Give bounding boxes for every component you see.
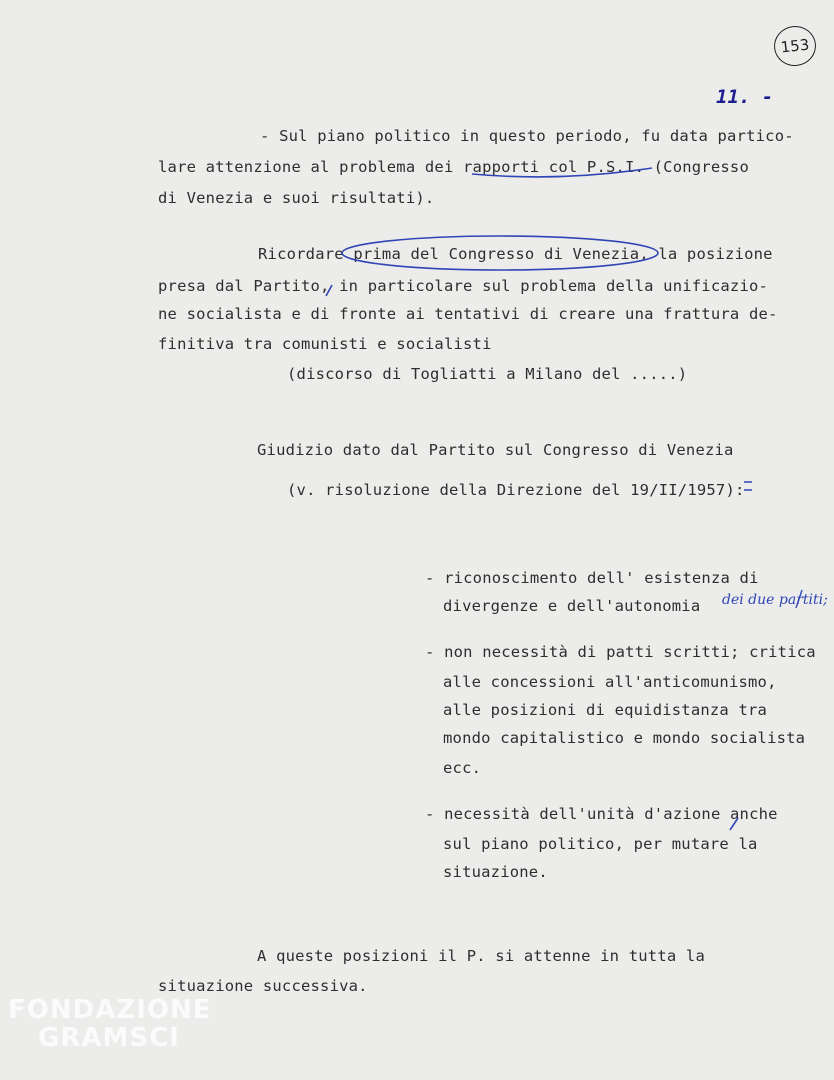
- text-line: finitiva tra comunisti e socialisti: [158, 335, 492, 353]
- stroke-mark: [796, 590, 802, 608]
- list-item-line: ecc.: [443, 759, 482, 777]
- text-line: A queste posizioni il P. si attenne in tutta la: [257, 947, 705, 965]
- text-line: lare attenzione al problema dei rapporti col P.S.I. (Congresso: [158, 158, 749, 176]
- text-line: Ricordare prima del Congresso di Venezia, la posizione: [258, 245, 773, 263]
- list-item-line: divergenze e dell'autonomia: [443, 597, 701, 615]
- list-item-line: - necessità dell'unità d'azione anche: [425, 805, 778, 823]
- text-line: situazione successiva.: [158, 977, 368, 995]
- underline-mark: [472, 168, 652, 177]
- text-line: (discorso di Togliatti a Milano del .....): [287, 365, 688, 383]
- list-item-line: sul piano politico, per mutare la: [443, 835, 758, 853]
- text-line: - Sul piano politico in questo periodo, fu data partico-: [260, 127, 794, 145]
- list-item-line: situazione.: [443, 863, 548, 881]
- text-line: (v. risoluzione della Direzione del 19/II/1957):: [287, 481, 745, 499]
- text-line: di Venezia e suoi risultati).: [158, 189, 435, 207]
- list-item-line: - non necessità di patti scritti; critica: [425, 643, 816, 661]
- list-item-line: alle concessioni all'anticomunismo,: [443, 673, 777, 691]
- colon-mark: [744, 482, 752, 490]
- comma-mark: [326, 285, 332, 296]
- handwritten-note: dei due partiti;: [722, 592, 828, 608]
- circle-mark: [342, 236, 658, 270]
- text-line: Giudizio dato dal Partito sul Congresso di Venezia: [257, 441, 734, 459]
- text-line: ne socialista e di fronte ai tentativi di creare una frattura de-: [158, 305, 778, 323]
- list-item-line: - riconoscimento dell' esistenza di: [425, 569, 759, 587]
- archive-stamp: 153: [772, 24, 818, 68]
- comma-mark: [730, 818, 738, 830]
- page-number: 11. -: [716, 86, 774, 108]
- text-line: presa dal Partito, in particolare sul problema della unificazio-: [158, 277, 769, 295]
- archive-watermark: FONDAZIONE GRAMSCI: [8, 995, 212, 1053]
- list-item-line: mondo capitalistico e mondo socialista: [443, 729, 806, 747]
- list-item-line: alle posizioni di equidistanza tra: [443, 701, 768, 719]
